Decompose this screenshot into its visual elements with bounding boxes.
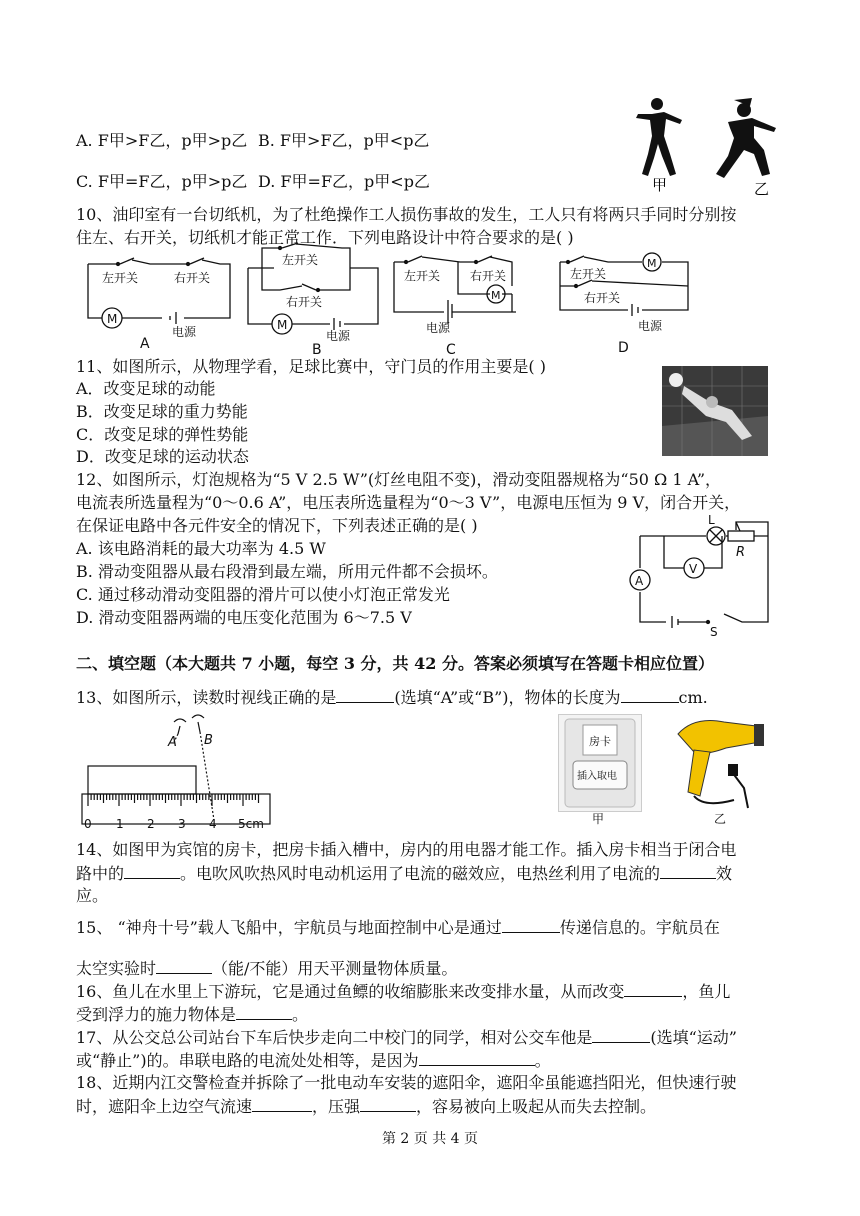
left-switch-label: 左开关 — [102, 271, 139, 285]
svg-text:4: 4 — [209, 817, 217, 831]
svg-text:右开关: 右开关 — [286, 295, 323, 309]
eye-icon — [174, 719, 186, 722]
svg-text:电源: 电源 — [426, 321, 451, 335]
svg-text:2: 2 — [147, 817, 155, 831]
q14-line2: 路中的 。电吹风吹热风时电动机运用了电流的磁效应，电热丝利用了电流的 效 — [76, 864, 733, 883]
q12-stem-line3: 在保证电路中各元件安全的情况下，下列表述正确的是( ) — [76, 516, 478, 535]
ruler-figure — [74, 710, 284, 834]
eye-icon — [192, 715, 204, 718]
person-silhouette-icon — [636, 98, 682, 176]
svg-text:M: M — [647, 257, 657, 270]
q11-option-c: C．改变足球的弹性势能 — [76, 425, 249, 444]
svg-text:右开关: 右开关 — [584, 291, 621, 305]
svg-text:M: M — [491, 289, 501, 302]
q14-line1: 14、如图甲为宾馆的房卡，把房卡插入槽中，房内的用电器才能工作。插入房卡相当于闭合电 — [76, 840, 737, 859]
q17-line1: 17、从公交总公司站台下车后快步走向二中校门的同学，相对公交车他是 (选填“运动” — [76, 1028, 737, 1047]
voltmeter-label: V — [689, 562, 698, 576]
right-switch-label: 右开关 — [174, 271, 211, 285]
q12-option-d: D. 滑动变阻器两端的电压变化范围为 6～7.5 V — [76, 608, 412, 627]
answer-blank[interactable] — [236, 1003, 292, 1020]
bulb-label: L — [708, 513, 715, 527]
eye-label-b: B — [204, 733, 213, 748]
circuit-label-c: C — [446, 342, 456, 358]
svg-text:M: M — [277, 318, 288, 332]
q12-option-a: A. 该电路消耗的最大功率为 4.5 W — [76, 539, 326, 558]
room-card-photo — [558, 714, 642, 812]
goalkeeper-photo — [662, 366, 768, 456]
answer-blank[interactable] — [660, 862, 716, 879]
q10-stem-line2: 住左、右开关，切纸机才能正常工作．下列电路设计中符合要求的是( ) — [76, 228, 574, 247]
svg-text:0: 0 — [84, 817, 92, 831]
svg-text:左开关: 左开关 — [404, 269, 441, 283]
answer-blank[interactable] — [252, 1095, 312, 1112]
q13-stem — [76, 686, 708, 709]
q15-line2: 太空实验时 （能/不能）用天平测量物体质量。 — [76, 959, 458, 978]
answer-blank[interactable] — [621, 686, 679, 703]
q18-line1: 18、近期内江交警检查并拆除了一批电动车安装的遮阳伞，遮阳伞虽能遮挡阳光，但快速行驶 — [76, 1073, 737, 1092]
q9-option-c: C. F甲=F乙，p甲>p乙 — [76, 172, 248, 191]
answer-blank[interactable] — [336, 686, 394, 703]
page-number: 第 2 页 共 4 页 — [381, 1131, 479, 1147]
q10-stem-line1: 10、油印室有一台切纸机，为了杜绝操作工人损伤事故的发生，工人只有将两只手同时分别按 — [76, 205, 737, 224]
circuit-diagram-c — [386, 248, 536, 358]
measured-object — [88, 766, 196, 794]
q9-figure — [630, 92, 790, 197]
power-label: 电源 — [172, 325, 197, 339]
svg-text:左开关: 左开关 — [282, 253, 319, 267]
svg-text:左开关: 左开关 — [570, 267, 607, 281]
circuit-diagram-a — [80, 250, 240, 350]
q13-text-a: 13、如图所示，读数时视线正确的是 — [76, 688, 337, 707]
svg-text:3: 3 — [178, 817, 186, 831]
q12-option-b: B. 滑动变阻器从最右段滑到最左端，所用元件都不会损坏。 — [76, 562, 498, 581]
answer-blank[interactable] — [156, 957, 212, 974]
svg-text:电源: 电源 — [326, 329, 351, 343]
figure-label-yi: 乙 — [714, 812, 727, 826]
rheostat-label: R — [736, 545, 746, 560]
q12-stem-line2: 电流表所选量程为“0～0.6 A”，电压表所选量程为“0～3 V”，电源电压恒为 9 V，闭合开关， — [76, 493, 741, 512]
q13-text-b: (选填“A”或“B”)，物体的长度为 — [394, 688, 621, 707]
rheostat-icon — [728, 531, 754, 541]
q14-line3: 应。 — [76, 886, 109, 905]
q11-option-d: D．改变足球的运动状态 — [76, 447, 249, 466]
q12-stem-line1: 12、如图所示，灯泡规格为“5 V 2.5 W”(灯丝电阻不变)，滑动变阻器规格为“50 Ω 1 A”， — [76, 470, 722, 489]
slot-label: 插入取电 — [577, 771, 617, 782]
svg-text:1: 1 — [116, 817, 124, 831]
circuit-label-b: B — [312, 342, 322, 356]
q9-option-d: D. F甲=F乙，p甲<p乙 — [258, 172, 430, 191]
q17-line2: 或“静止”)的。串联电路的电流处处相等，是因为 。 — [76, 1051, 551, 1070]
person-silhouette-icon — [716, 98, 776, 178]
answer-blank[interactable] — [124, 862, 180, 879]
eye-label-a: A — [168, 735, 177, 750]
figure-label-jia: 甲 — [592, 812, 605, 826]
q15-line1: 15、 “神舟十号”载人飞船中，宇航员与地面控制中心是通过 传递信息的。宇航员在 — [76, 918, 720, 937]
circuit-diagram-d — [552, 248, 702, 358]
q13-text-c: cm. — [678, 688, 708, 707]
q11-option-a: A．改变足球的动能 — [76, 379, 216, 398]
answer-blank[interactable] — [502, 916, 560, 933]
q12-circuit-diagram — [624, 512, 774, 636]
q12-option-c: C. 通过移动滑动变阻器的滑片可以使小灯泡正常发光 — [76, 585, 450, 604]
circuit-label-a: A — [140, 336, 150, 350]
figure-label-jia: 甲 — [652, 176, 668, 194]
card-label: 房卡 — [589, 735, 611, 748]
q18-line2: 时，遮阳伞上边空气流速 ，压强 ，容易被向上吸起从而失去控制。 — [76, 1097, 657, 1116]
svg-text:M: M — [107, 312, 118, 326]
q9-option-a: A. F甲>F乙，p甲>p乙 — [76, 131, 248, 150]
svg-text:5cm: 5cm — [238, 817, 264, 831]
svg-text:电源: 电源 — [638, 319, 663, 333]
q9-option-b: B. F甲>F乙，p甲<p乙 — [258, 131, 430, 150]
circuit-label-d: D — [618, 340, 629, 356]
q11-stem: 11、如图所示，从物理学看，足球比赛中，守门员的作用主要是( ) — [76, 357, 546, 376]
q16-line2: 受到浮力的施力物体是 。 — [76, 1005, 309, 1024]
answer-blank[interactable] — [360, 1095, 416, 1112]
answer-blank[interactable] — [624, 980, 682, 997]
hair-dryer-figure — [664, 712, 774, 812]
section-title-fill-blank: 二、填空题（本大题共 7 小题，每空 3 分，共 42 分。答案必须填写在答题卡相应位置） — [76, 654, 714, 673]
q11-option-b: B．改变足球的重力势能 — [76, 402, 248, 421]
ammeter-label: A — [635, 574, 644, 588]
circuit-diagram-b — [240, 240, 390, 356]
svg-text:右开关: 右开关 — [470, 269, 507, 283]
q16-line1: 16、鱼儿在水里上下游玩，它是通过鱼鳔的收缩膨胀来改变排水量，从而改变 ，鱼儿 — [76, 982, 731, 1001]
switch-label: S — [710, 625, 718, 636]
answer-blank[interactable] — [592, 1026, 650, 1043]
answer-blank[interactable] — [419, 1049, 535, 1066]
figure-label-yi: 乙 — [754, 180, 770, 197]
